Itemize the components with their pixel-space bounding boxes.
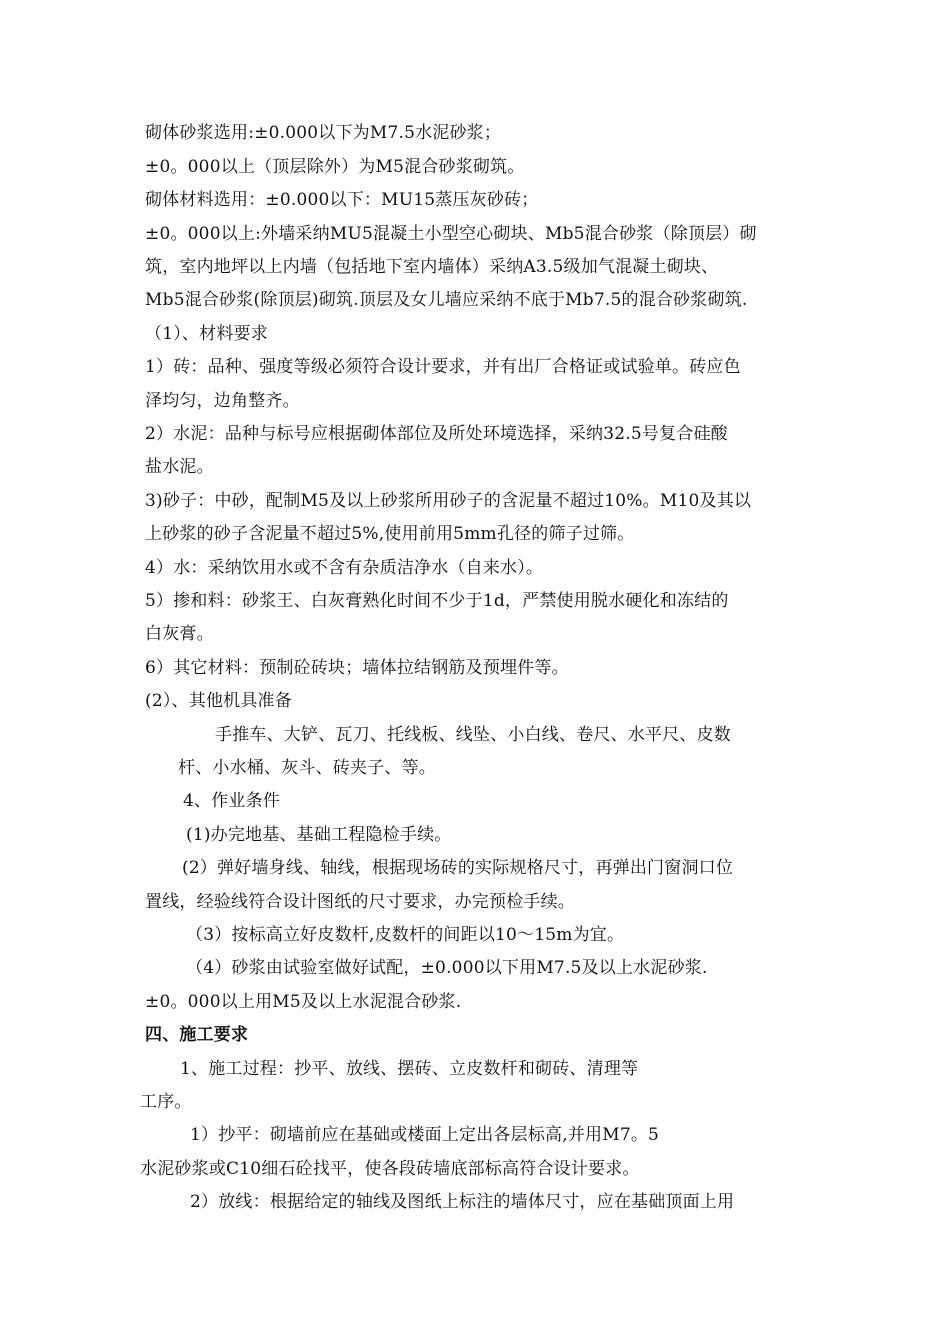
text-line: (1)办完地基、基础工程隐检手续。 xyxy=(186,825,452,845)
text-line: 1）抄平：砌墙前应在基础或楼面上定出各层标高,并用M7。5 xyxy=(190,1125,660,1145)
text-line: 泽均匀，边角整齐。 xyxy=(145,391,300,411)
text-line: 杆、小水桶、灰斗、砖夹子、等。 xyxy=(178,758,436,778)
text-line: ±0。000以上:外墙采纳MU5混凝土小型空心砌块、Mb5混合砂浆（除顶层）砌 xyxy=(145,224,757,244)
text-line: 工序。 xyxy=(140,1092,192,1112)
text-line: 6）其它材料：预制砼砖块；墙体拉结钢筋及预埋件等。 xyxy=(145,658,569,678)
text-line: 砌体砂浆选用:±0.000以下为M7.5水泥砂浆； xyxy=(145,123,502,143)
text-line: 筑，室内地坪以上内墙（包括地下室内墙体）采纳A3.5级加气混凝土砌块、 xyxy=(145,257,719,277)
section-heading: 4、作业条件 xyxy=(183,791,281,811)
text-line: 1、施工过程：抄平、放线、摆砖、立皮数杆和砌砖、清理等 xyxy=(180,1059,639,1079)
section-heading: (2）、其他机具准备 xyxy=(145,691,292,711)
text-line: （4）砂浆由试验室做好试配，±0.000以下用M7.5及以上水泥砂浆. xyxy=(186,958,708,978)
text-line: 手推车、大铲、瓦刀、托线板、线坠、小白线、卷尺、水平尺、皮数 xyxy=(215,725,731,745)
text-line: 白灰膏。 xyxy=(145,624,214,644)
text-line: ±0。000以上用M5及以上水泥混合砂浆. xyxy=(145,992,462,1012)
text-line: 3)砂子：中砂，配制M5及以上砂浆所用砂子的含泥量不超过10%。M10及其以 xyxy=(145,491,752,511)
text-line: (2）弹好墙身线、轴线，根据现场砖的实际规格尺寸，再弹出门窗洞口位 xyxy=(182,858,734,878)
text-line: 2）放线：根据给定的轴线及图纸上标注的墙体尺寸，应在基础顶面上用 xyxy=(190,1192,735,1212)
text-line: 水泥砂浆或C10细石砼找平，使各段砖墙底部标高符合设计要求。 xyxy=(140,1159,640,1179)
section-heading: （1）、材料要求 xyxy=(145,324,268,344)
text-line: Mb5混合砂浆(除顶层)砌筑.顶层及女儿墙应采纳不底于Mb7.5的混合砂浆砌筑. xyxy=(145,290,748,310)
text-line: 盐水泥。 xyxy=(145,457,214,477)
text-line: 2）水泥：品种与标号应根据砌体部位及所处环境选择，采纳32.5号复合硅酸 xyxy=(145,424,728,444)
text-line: 置线，经验线符合设计图纸的尺寸要求，办完预检手续。 xyxy=(145,892,575,912)
chapter-heading: 四、施工要求 xyxy=(145,1025,249,1045)
text-line: ±0。000以上（顶层除外）为M5混合砂浆砌筑。 xyxy=(145,157,525,177)
text-line: 1）砖：品种、强度等级必须符合设计要求，并有出厂合格证或试验单。砖应色 xyxy=(145,357,741,377)
text-line: （3）按标高立好皮数杆,皮数杆的间距以10～15m为宜。 xyxy=(186,925,625,945)
text-line: 5）掺和料：砂浆王、白灰膏熟化时间不少于1d，严禁使用脱水硬化和冻结的 xyxy=(145,591,729,611)
text-line: 砌体材料选用：±0.000以下：MU15蒸压灰砂砖； xyxy=(145,190,539,210)
text-line: 上砂浆的砂子含泥量不超过5%,使用前用5mm孔径的筛子过筛。 xyxy=(145,524,635,544)
text-line: 4）水：采纳饮用水或不含有杂质洁净水（自来水）。 xyxy=(145,558,544,578)
